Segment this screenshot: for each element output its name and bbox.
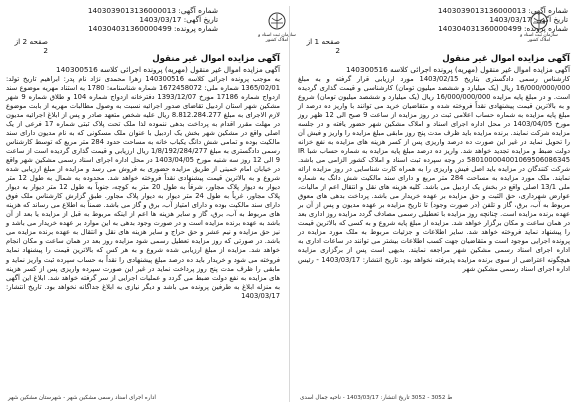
left-notice-body: به موجب پرونده اجرائی کلاسه 140300516 زهرا محمدی نژاد نام پدر: ابراهیم تاریخ تولد: 1365/02/01 شماره ملی: 1672458072 شماره شناسنامه: 1780 به استناد مهریه موضوع سند ازدواج شماره 17186 مورخ 1393/12/07 دفترخانه ازدواج شماره 104 و طلاق شماره 9 شهر مشکین شهر استان اردبیل تقاضای صدور اجرائیه نسبت به وصول مطالبات مهریه از بابت موضوع لازم الاجرای به مبلغ 8.812.284.277 ریال علیه شخص متعهد صادر و پس از ابلاغ اجرائیه مدیون در مهلت مقرر اقدام به پرداخت بدهی ننموده لذا ملک تحت پلاک ثبتی شماره 17 فرعی از یک اصلی واقع در مشکین شهر بخش یک اردبیل با عنوان ملک مسکونی که به نام مدیون دارای سند مالکیت بوده و تمامی شش دانگ یکباب خانه به مساحت حدود 284 متر مربع که توسط کارشناس رسمی دادگستری به مبلغ 1/8/192/284/277 ریال ارزیابی و قیمت گذاری گردیده است از ساعت 9 الی 12 روز سه شنبه مورخ 1403/04/05 در محل اداره اجرای اسناد رسمی مشکین شهر واقع در خیابان امام خمینی از طریق مزایده حضوری به فروش می رسد و مزایده از مبلغ ارزیابی شده شروع و به بالاترین قیمت پیشنهادی نقداً فروخته خواهد شد. محدوده به شمال به طول 12 متر دیوار به دیوار پلاک مجاور، شرقاً به طول 20 متر به کوچه، جنوباً به طول 12 متر دیوار به دیوار پلاک مجاور، غرباً به طول 24 متر دیوار به دیوار پلاک مجاور. طبق گزارش کارشناس ملک فوق دارای سند مالکیت بوده و دارای امتیاز آب، برق و گاز می باشد. ضمناً به اطلاع می رساند که هزینه های مربوط به آب، برق، گاز و سایر هزینه ها اعم از اینکه مربوط به قبل از مزایده یا بعد از آن باشد به عهده برنده مزایده است و در صورت وجود بدهی به این موارد بر عهده خریدار می باشد و نیز حق مزایده و نیم عشر و حق حراج و سایر هزینه های نقل و انتقال به عهده برنده مزایده می باشد. در صورتی که روز مزایده تعطیل رسمی شود مزایده روز بعد در همان ساعت و مکان انجام خواهد شد. مزایده از مبلغ ارزیابی شده شروع و به هر کس که بالاترین قیمت را پیشنهاد نماید فروخته می شود و خریدار باید ده درصد مبلغ پیشنهادی را نقداً به حساب سپرده ثبت واریز نماید و مابقی را ظرف مدت پنج روز پرداخت نماید در غیر این صورت سپرده واریزی پس از کسر هزینه های مزایده به نفع دولت ضبط می گردد و عملیات اجرایی از سر گرفته خواهد شد. ابلاغ این آگهی به منزله ابلاغ به طرفین پرونده می باشد و دیگر نیازی به ابلاغ جداگانه نخواهد بود. تاریخ انتشار: 1403/03/17 (6, 74, 281, 300)
left-page-header (8, 6, 218, 33)
right-seal-caption: سازمان ثبت اسناد و املاک کشور (520, 33, 558, 43)
left-notice-number: شماره آگهی: 1403039013136000013 (87, 6, 218, 15)
left-notice-date: تاریخ آگهی: 1403/03/17 (139, 15, 218, 24)
left-archive-number: شماره پرونده: 140304031360000499 (88, 24, 218, 33)
left-notice-subtitle: آگهی مزایده اموال غیر منقول (مهریه) پرونده اجرائی کلاسه 140300516 (56, 65, 280, 74)
left-page-number: صفحه 2 از 2 (14, 37, 48, 55)
left-notice-title: آگهی مزایده اموال غیر منقول (152, 54, 280, 64)
right-notice-subtitle: آگهی مزایده اموال غیر منقول (مهریه) پرونده اجرائی کلاسه 140300516 (346, 65, 570, 74)
left-seal-caption: سازمان ثبت اسناد و املاک کشور (258, 33, 296, 43)
right-page-column (298, 54, 570, 274)
right-notice-body: کارشناس رسمی دادگستری بتاریخ 1403/02/15 مورد ارزیابی قرار گرفته و به مبلغ 16/000/000/000 ریال (یک میلیارد و ششصد میلیون تومان) کارشناسی و قیمت گذاری گردیده است. و در مبلغ پایه مزایده 16/000/000/000 ریال (یک میلیارد و ششصد میلیون تومان) شروع و به بالاترین قیمت پیشنهادی نقداً فروخته شده و متقاضیان خرید می توانند با واریز ده درصد از مبلغ پایه مزایده به شماره حساب اعلامی ثبت در روز مزایده از ساعت 9 صبح الی 12 ظهر روز مورخ 1403/04/05 در محل اداره اجرای اسناد و املاک مشکین شهر حضور یافته و در جلسه مزایده شرکت نمایند. برنده مزایده باید ظرف مدت پنج روز مابقی مبلغ مزایده را واریز و فیش آن را تحویل نماید در غیر این صورت ده درصد واریزی پس از کسر هزینه های مزایده به نفع خزانه دولت ضبط و مزایده تجدید خواهد شد. واریز ده درصد مبلغ پایه مزایده به شماره حساب شبا IR 580100004001069506086345 در وجه سپرده ثبت اسناد و املاک کشور الزامی می باشد. شرکت کنندگان در مزایده باید اصل فیش واریزی را به همراه کارت شناسایی در روز مزایده ارائه نمایند. ملک مورد مزایده به مساحت 284 متر مربع و دارای سند مالکیت شش دانگ به شماره ملی 13/1 اصلی واقع در بخش یک اردبیل می باشد. کلیه هزینه های نقل و انتقال اعم از مالیات، عوارض شهرداری، حق الثبت و حق مزایده بر عهده خریدار می باشد. پرداخت بدهی های معوق مربوط به آب، برق، گاز و تلفن (در صورت وجود) تا تاریخ مزایده بر عهده مدیون و پس از آن بر عهده برنده مزایده است. چنانچه روز مزایده با تعطیلی رسمی مصادف گردد مزایده روز اداری بعد در همان ساعت و مکان برگزار خواهد شد. مزایده از مبلغ پایه شروع و به کسی که بالاترین قیمت را پیشنهاد نماید فروخته خواهد شد. سایر اطلاعات و جزئیات مربوط به ملک مورد مزایده در پرونده اجرایی موجود است و متقاضیان جهت کسب اطلاعات بیشتر می توانند در ساعات اداری به اداره اجرای اسناد رسمی مشکین شهر مراجعه نمایند. بدیهی است پس از برگزاری مزایده هیچگونه اعتراضی از سوی برنده مزایده پذیرفته نخواهد بود. تاریخ انتشار: 1403/03/17 - رئیس اداره اجرای اسناد رسمی مشکین شهر (298, 74, 571, 273)
right-notice-date: تاریخ آگهی: 1403/03/17 (489, 15, 568, 24)
page-divider (289, 6, 290, 402)
footer-right-text: ط 3052 - 3052 تاریخ انتشار: 1403/03/17 - ناحیه جمال اسدی (300, 395, 453, 401)
left-page-column (6, 54, 280, 301)
right-archive-number: شماره پرونده: 140304031360000499 (438, 24, 568, 33)
registry-emblem-icon (264, 10, 290, 32)
page-footer (0, 392, 576, 406)
registry-emblem-icon (526, 10, 552, 32)
right-notice-title: آگهی مزایده اموال غیر منقول (442, 54, 570, 64)
right-notice-number: شماره آگهی: 1403039013136000013 (437, 6, 568, 15)
footer-left-text: اداره اجرای اسناد رسمی مشکین شهر - شهرستان مشکین شهر (8, 395, 156, 401)
right-page-number: صفحه 1 از 2 (306, 37, 340, 55)
